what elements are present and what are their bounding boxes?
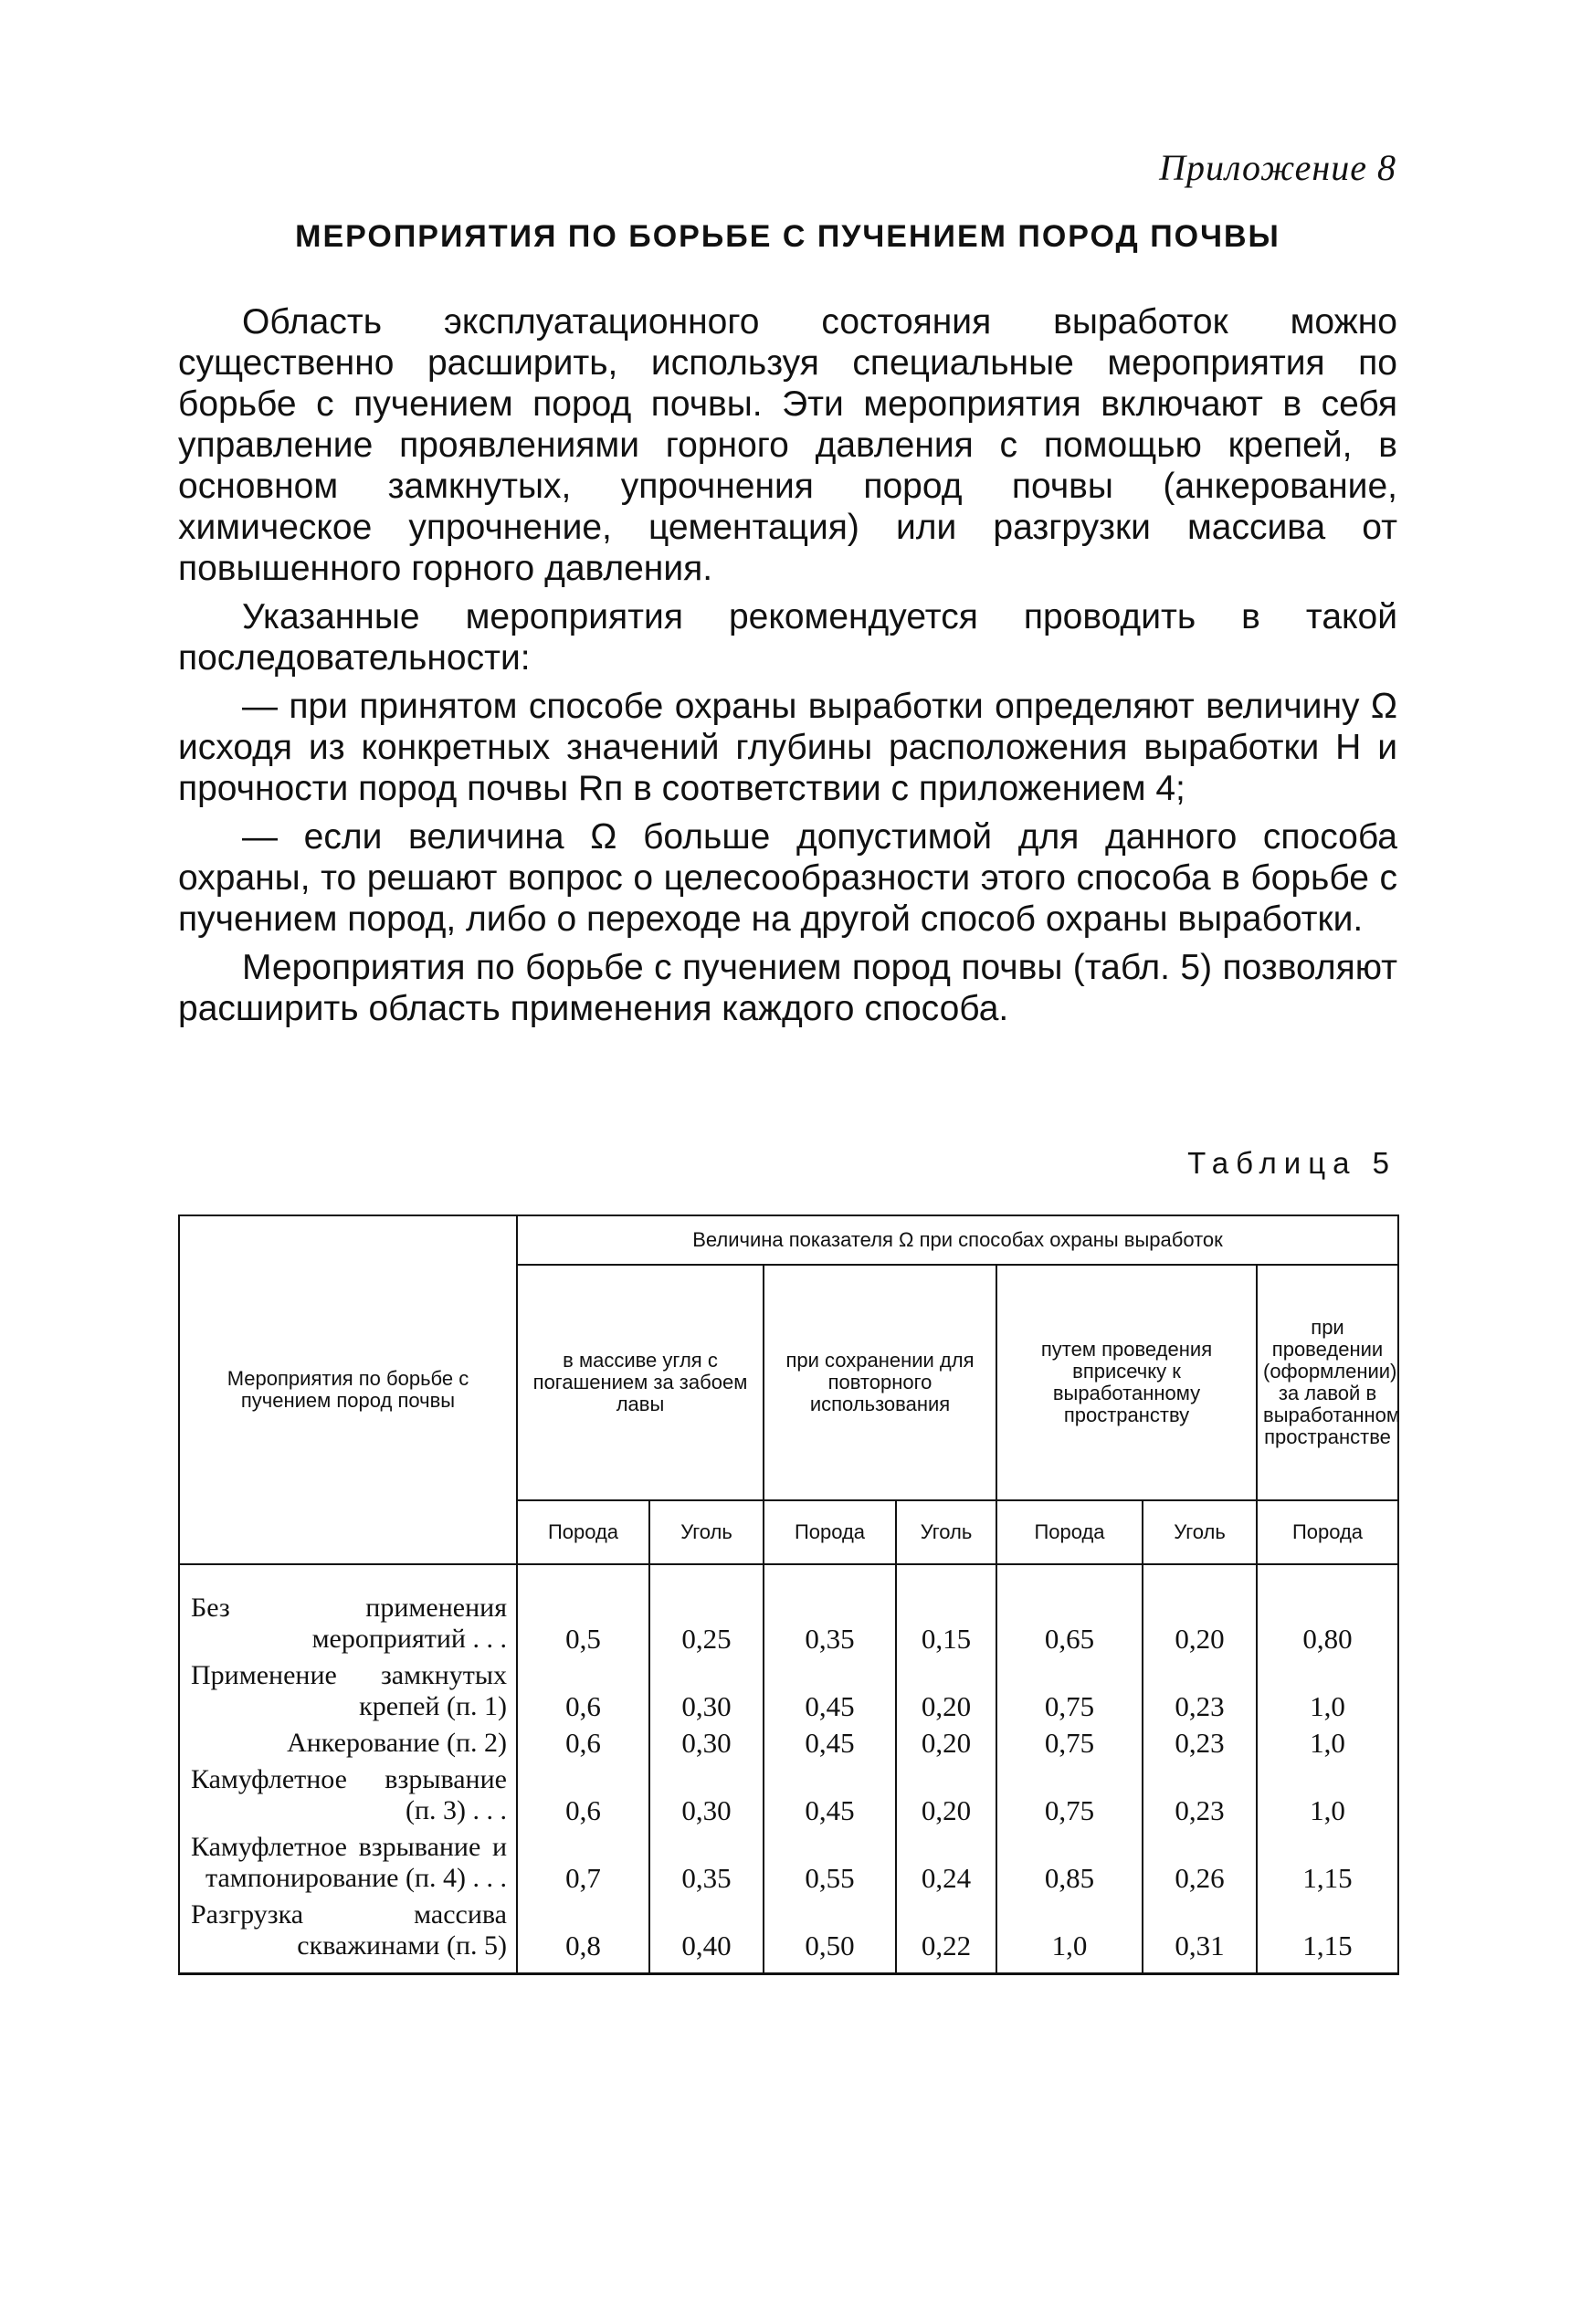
value-cell: 0,6 xyxy=(517,1762,649,1830)
measure-cell: Без применения мероприятий . . . xyxy=(179,1564,517,1658)
table-row xyxy=(179,1762,1398,1830)
paragraph: — при принятом способе охраны выработки определяют величину Ω исходя из конкретных значений глубины расположения выработки H и прочности пород почвы Rп в соответствии с приложением 4; xyxy=(178,687,1397,808)
value-cell: 0,6 xyxy=(517,1658,649,1726)
subheader-coal: Уголь xyxy=(649,1500,764,1564)
method-header: путем проведения вприсечку к выработанному пространству xyxy=(996,1265,1257,1500)
value-cell: 0,30 xyxy=(649,1726,764,1762)
value-cell: 0,75 xyxy=(996,1726,1143,1762)
measure-cell: Камуфлетное взрывание и тампонирование (п. 4) . . . xyxy=(179,1830,517,1898)
paragraph: Мероприятия по борьбе с пучением пород почвы (табл. 5) позволяют расширить область применения каждого способа. xyxy=(178,948,1397,1028)
value-cell: 0,26 xyxy=(1143,1830,1257,1898)
value-cell: 0,5 xyxy=(517,1564,649,1658)
measures-table xyxy=(178,1215,1399,1975)
subheader-rock: Порода xyxy=(764,1500,896,1564)
value-cell: 1,15 xyxy=(1257,1830,1398,1898)
value-cell: 0,75 xyxy=(996,1658,1143,1726)
subheader-rock: Порода xyxy=(517,1500,649,1564)
value-cell: 0,30 xyxy=(649,1762,764,1830)
paragraph: Указанные мероприятия рекомендуется проводить в такой последовательности: xyxy=(178,597,1397,678)
paragraph: — если величина Ω больше допустимой для данного способа охраны, то решают вопрос о целесообразности этого способа в борьбе с пучением пород, либо о переходе на другой способ охраны выработки. xyxy=(178,817,1397,939)
value-cell: 0,25 xyxy=(649,1564,764,1658)
value-cell: 0,20 xyxy=(896,1726,996,1762)
value-cell: 0,20 xyxy=(896,1658,996,1726)
method-header: в массиве угля с погашением за забоем лавы xyxy=(517,1265,764,1500)
value-cell: 0,8 xyxy=(517,1898,649,1974)
value-cell: 0,23 xyxy=(1143,1762,1257,1830)
value-cell: 0,24 xyxy=(896,1830,996,1898)
measure-cell: Применение замкнутых крепей (п. 1) xyxy=(179,1658,517,1726)
value-cell: 1,0 xyxy=(1257,1658,1398,1726)
value-cell: 0,85 xyxy=(996,1830,1143,1898)
value-cell: 0,45 xyxy=(764,1762,896,1830)
table-row xyxy=(179,1726,1398,1762)
value-cell: 0,20 xyxy=(896,1762,996,1830)
value-cell: 0,35 xyxy=(764,1564,896,1658)
table-label: Таблица 5 xyxy=(1187,1146,1396,1180)
value-cell: 1,0 xyxy=(996,1898,1143,1974)
column-header-measures: Мероприятия по борьбе с пучением пород почвы xyxy=(179,1215,517,1564)
value-cell: 0,75 xyxy=(996,1762,1143,1830)
value-cell: 1,0 xyxy=(1257,1726,1398,1762)
subheader-rock: Порода xyxy=(1257,1500,1398,1564)
table-row xyxy=(179,1564,1398,1658)
table-row xyxy=(179,1830,1398,1898)
value-cell: 0,7 xyxy=(517,1830,649,1898)
paragraph: Область эксплуатационного состояния выработок можно существенно расширить, используя специальные мероприятия по борьбе с пучением пород почвы. Эти мероприятия включают в себя управление проявлениями горного давления с помощью крепей, в основном замкнутых, упрочнения пород почвы (анкерование, химическое упрочнение, цементация) или разгрузки массива от повышенного горного давления. xyxy=(178,302,1397,588)
table-row xyxy=(179,1898,1398,1974)
value-cell: 0,6 xyxy=(517,1726,649,1762)
measure-cell: Разгрузка массива скважинами (п. 5) xyxy=(179,1898,517,1974)
value-cell: 0,40 xyxy=(649,1898,764,1974)
value-cell: 0,35 xyxy=(649,1830,764,1898)
subheader-coal: Уголь xyxy=(896,1500,996,1564)
value-cell: 1,15 xyxy=(1257,1898,1398,1974)
value-cell: 0,31 xyxy=(1143,1898,1257,1974)
subheader-coal: Уголь xyxy=(1143,1500,1257,1564)
value-cell: 0,30 xyxy=(649,1658,764,1726)
value-cell: 0,45 xyxy=(764,1726,896,1762)
value-cell: 0,22 xyxy=(896,1898,996,1974)
page-title: МЕРОПРИЯТИЯ ПО БОРЬБЕ С ПУЧЕНИЕМ ПОРОД ПОЧВЫ xyxy=(295,219,1280,254)
value-cell: 0,23 xyxy=(1143,1726,1257,1762)
value-cell: 1,0 xyxy=(1257,1762,1398,1830)
value-cell: 0,50 xyxy=(764,1898,896,1974)
value-cell: 0,55 xyxy=(764,1830,896,1898)
measure-cell: Камуфлетное взрывание (п. 3) . . . xyxy=(179,1762,517,1830)
method-header: при сохранении для повторного использования xyxy=(764,1265,996,1500)
value-cell: 0,80 xyxy=(1257,1564,1398,1658)
body-text xyxy=(178,301,1397,1036)
group-header: Величина показателя Ω при способах охраны выработок xyxy=(517,1215,1398,1265)
value-cell: 0,45 xyxy=(764,1658,896,1726)
value-cell: 0,20 xyxy=(1143,1564,1257,1658)
measure-cell: Анкерование (п. 2) xyxy=(179,1726,517,1762)
method-header: при проведении (оформлении) за лавой в выработанном пространстве xyxy=(1257,1265,1398,1500)
value-cell: 0,15 xyxy=(896,1564,996,1658)
subheader-rock: Порода xyxy=(996,1500,1143,1564)
value-cell: 0,65 xyxy=(996,1564,1143,1658)
appendix-label: Приложение 8 xyxy=(1159,147,1396,188)
table-row xyxy=(179,1658,1398,1726)
value-cell: 0,23 xyxy=(1143,1658,1257,1726)
